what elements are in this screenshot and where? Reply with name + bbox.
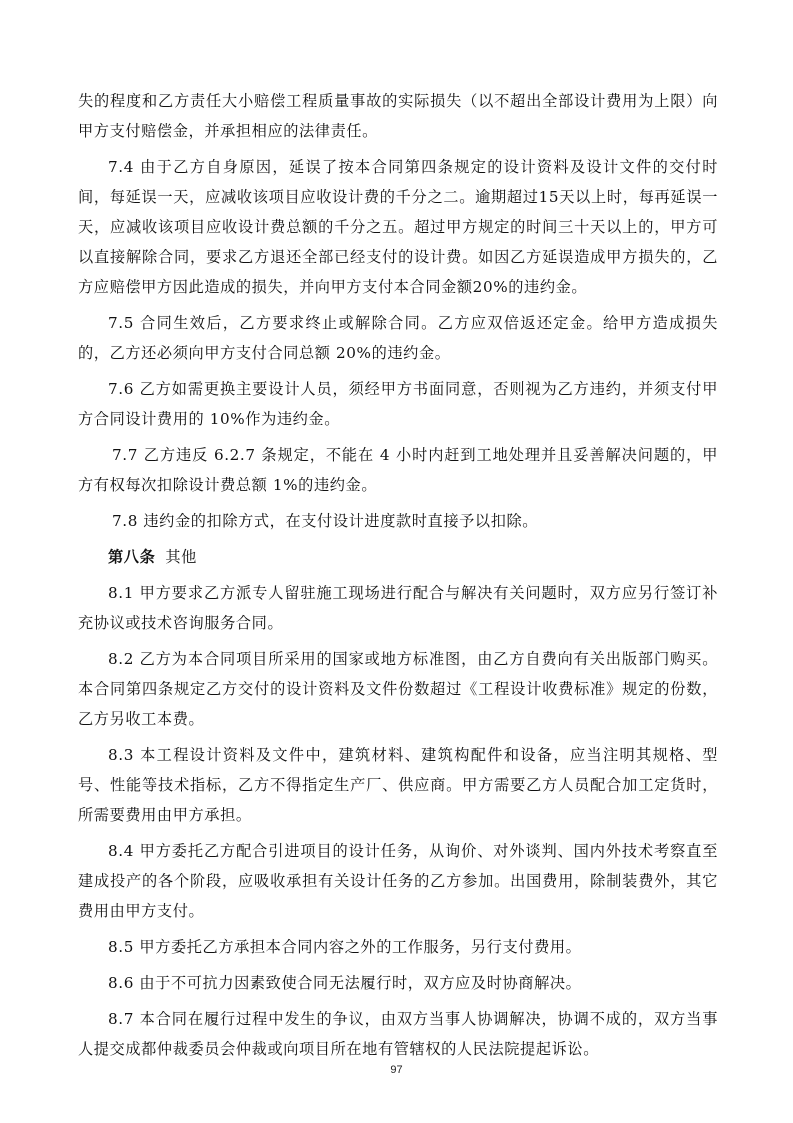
document-body <box>78 86 718 1070</box>
paragraph-8-7: 8.7 本合同在履行过程中发生的争议，由双方当事人协调解决，协调不成的，双方当事人提交成都仲裁委员会仲裁或向项目所在地有管辖权的人民法院提起诉讼。 <box>78 1010 718 1058</box>
paragraph-7-5: 7.5 合同生效后，乙方要求终止或解除合同。乙方应双倍返还定金。给甲方造成损失的，乙方还必须向甲方支付合同总额 20%的违约金。 <box>78 314 718 362</box>
paragraph-7-6: 7.6 乙方如需更换主要设计人员，须经甲方书面同意，否则视为乙方违约，并须支付甲方合同设计费用的 10%作为违约金。 <box>78 380 718 428</box>
section-8-heading <box>78 542 718 572</box>
paragraph-8-4: 8.4 甲方委托乙方配合引进项目的设计任务，从询价、对外谈判、国内外技术考察直至建成投产的各个阶段，应吸收承担有关设计任务的乙方参加。出国费用，除制装费外，其它费用由甲方支付。 <box>78 842 718 920</box>
paragraph-8-1: 8.1 甲方要求乙方派专人留驻施工现场进行配合与解决有关问题时，双方应另行签订补充协议或技术咨询服务合同。 <box>78 584 718 632</box>
paragraph-8-2: 8.2 乙方为本合同项目所采用的国家或地方标准图，由乙方自费向有关出版部门购买。本合同第四条规定乙方交付的设计资料及文件份数超过《工程设计收费标准》规定的份数，乙方另收工本费。 <box>78 650 718 728</box>
paragraph-continuation: 失的程度和乙方责任大小赔偿工程质量事故的实际损失（以不超出全部设计费用为上限）向甲方支付赔偿金，并承担相应的法律责任。 <box>78 92 718 140</box>
paragraph-7-4: 7.4 由于乙方自身原因，延误了按本合同第四条规定的设计资料及设计文件的交付时间，每延误一天，应减收该项目应收设计费的千分之二。逾期超过15天以上时，每再延误一天，应减收该项目应收设计费总额的千分之五。超过甲方规定的时间三十天以上的，甲方可以直接解除合同，要求乙方退还全部已经支付的设计费。如因乙方延误造成甲方损失的，乙方应赔偿甲方因此造成的损失，并向甲方支付本合同金额20%的违约金。 <box>78 158 718 296</box>
paragraph-7-8: 7.8 违约金的扣除方式，在支付设计进度款时直接予以扣除。 <box>112 512 539 530</box>
section-8-label: 第八条 <box>108 548 156 566</box>
section-8-title: 其他 <box>165 548 197 566</box>
paragraph-8-6: 8.6 由于不可抗力因素致使合同无法履行时，双方应及时协商解决。 <box>108 974 582 992</box>
paragraph-7-7: 7.7 乙方违反 6.2.7 条规定，不能在 4 小时内赶到工地处理并且妥善解决问题的，甲方有权每次扣除设计费总额 1%的违约金。 <box>78 446 718 494</box>
paragraph-8-5: 8.5 甲方委托乙方承担本合同内容之外的工作服务，另行支付费用。 <box>108 938 582 956</box>
page-number: 97 <box>390 1064 403 1076</box>
paragraph-8-3: 8.3 本工程设计资料及文件中，建筑材料、建筑构配件和设备，应当注明其规格、型号、性能等技术指标，乙方不得指定生产厂、供应商。甲方需要乙方人员配合加工定货时，所需要费用由甲方承担。 <box>78 746 718 824</box>
